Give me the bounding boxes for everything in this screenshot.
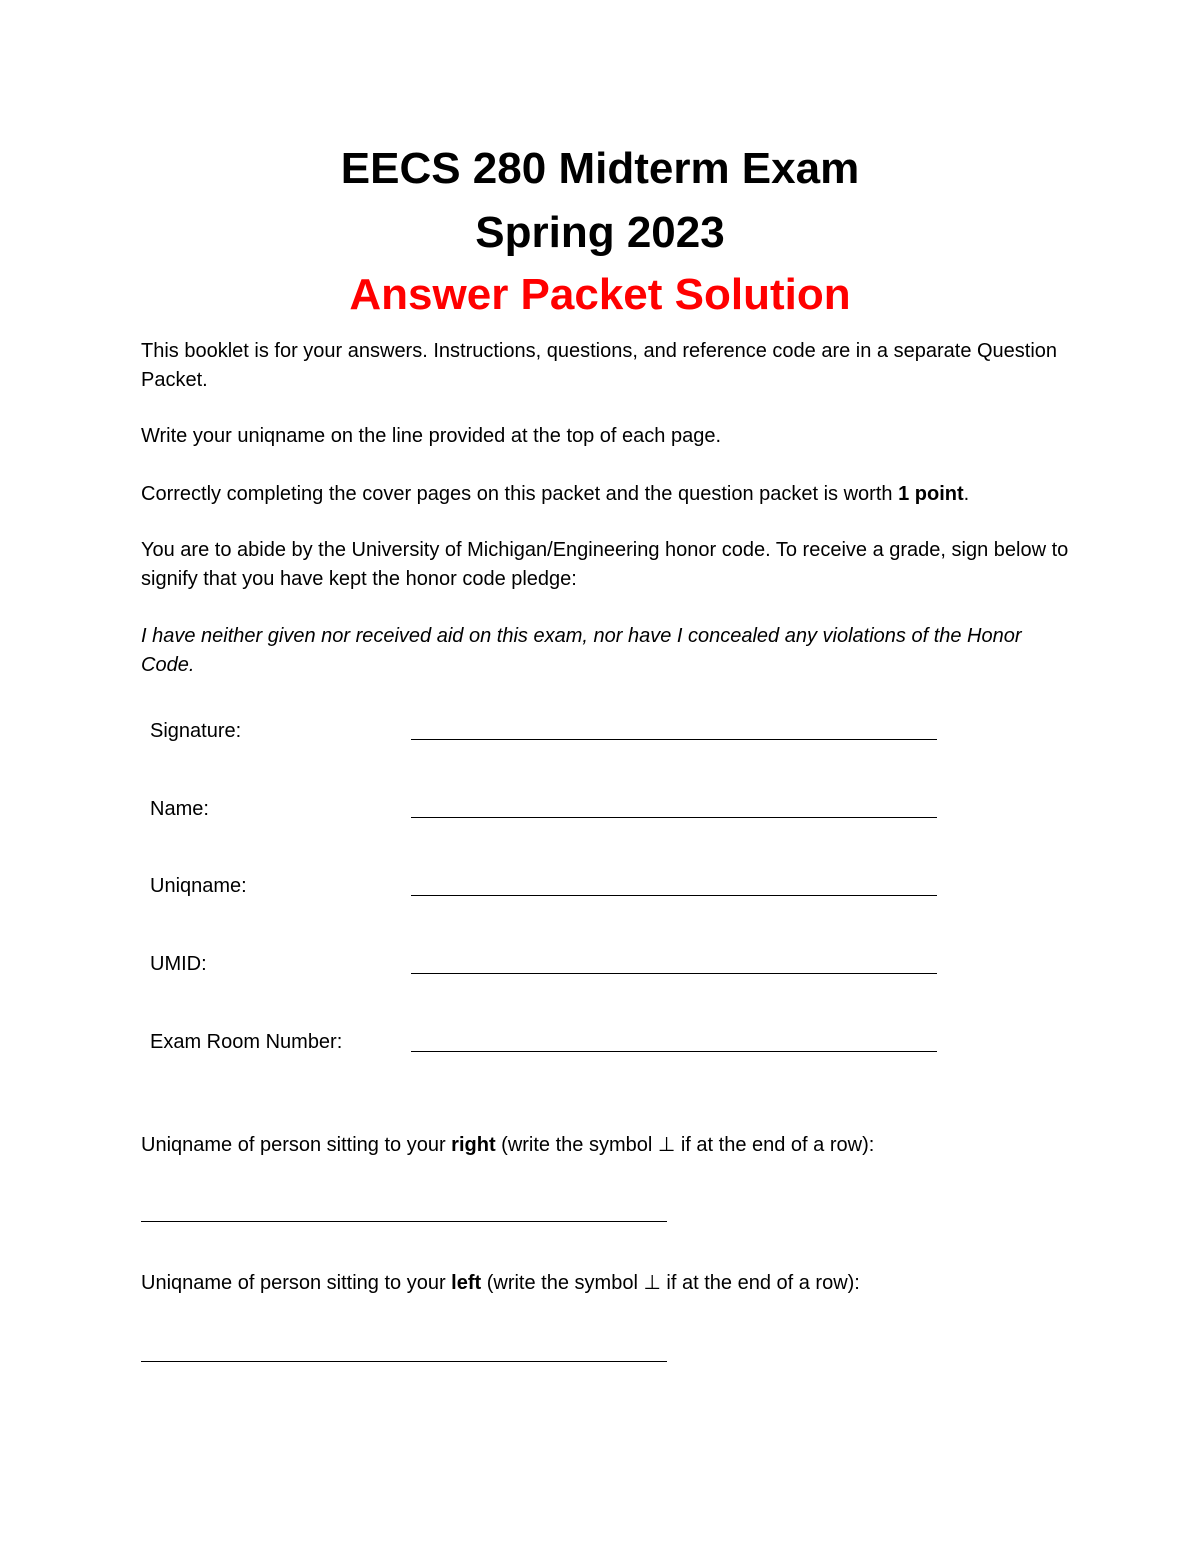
signature-label: Signature: — [150, 720, 242, 742]
exam-room-label: Exam Room Number: — [150, 1031, 343, 1053]
right-neighbor-line[interactable] — [141, 1221, 667, 1222]
umid-line[interactable] — [411, 973, 937, 974]
name-line[interactable] — [411, 817, 937, 818]
left-neighbor-line[interactable] — [141, 1361, 667, 1362]
honor-code-instructions: You are to abide by the University of Michigan/Engineering honor code. To receive a grade, sign below to signify that you have kept the honor code pledge: — [141, 539, 1069, 590]
points-note-text: Correctly completing the cover pages on this packet and the question packet is worth — [141, 483, 899, 505]
left-prompt-suffix: (write the symbol ⊥ if at the end of a row): — [481, 1272, 860, 1294]
uniqname-line[interactable] — [411, 895, 937, 896]
left-prompt-text: Uniqname of person sitting to your — [141, 1272, 452, 1294]
name-label: Name: — [150, 798, 209, 820]
honor-code-pledge: I have neither given nor received aid on this exam, nor have I concealed any violations of the Honor Code. — [141, 625, 1022, 676]
exam-title: EECS 280 Midterm Exam — [340, 144, 860, 193]
right-neighbor-prompt — [141, 1131, 874, 1159]
right-prompt-text: Uniqname of person sitting to your — [141, 1134, 452, 1156]
left-keyword: left — [451, 1272, 482, 1294]
exam-term: Spring 2023 — [475, 208, 725, 257]
booklet-instructions: This booklet is for your answers. Instructions, questions, and reference code are in a separate Question Packet. — [141, 340, 1058, 391]
uniqname-instructions: Write your uniqname on the line provided at the top of each page. — [141, 425, 722, 447]
points-value: 1 point — [898, 483, 964, 505]
exam-room-line[interactable] — [411, 1051, 937, 1052]
packet-type-title: Answer Packet Solution — [349, 270, 851, 319]
points-note-period: . — [963, 483, 970, 505]
uniqname-label: Uniqname: — [150, 875, 247, 897]
left-neighbor-prompt — [141, 1269, 860, 1297]
right-keyword: right — [451, 1134, 496, 1156]
umid-label: UMID: — [150, 953, 207, 975]
signature-line[interactable] — [411, 739, 937, 740]
cover-page-points-note — [141, 480, 1071, 509]
right-prompt-suffix: (write the symbol ⊥ if at the end of a row): — [495, 1134, 875, 1156]
